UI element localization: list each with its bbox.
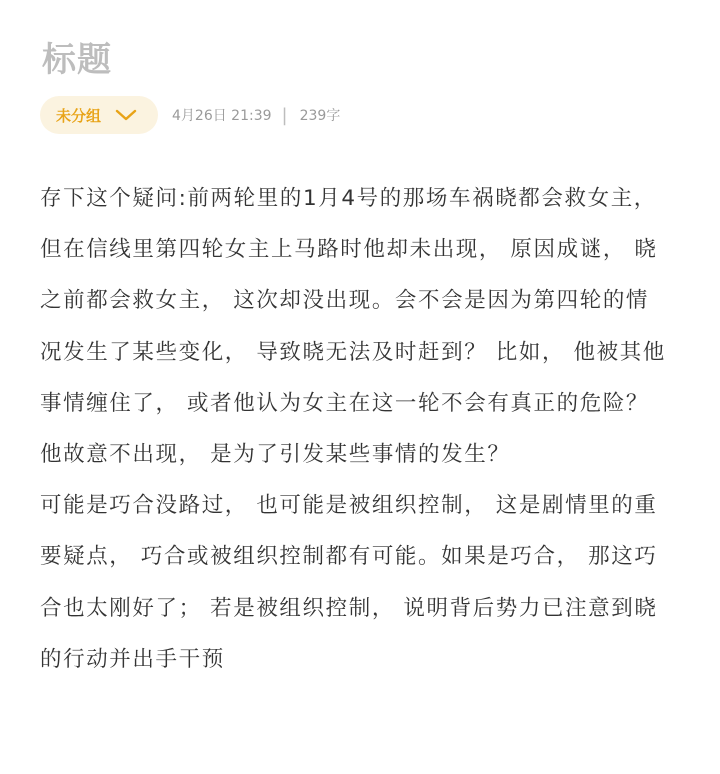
- meta-separator: |: [281, 104, 288, 126]
- body-paragraph[interactable]: 存下这个疑问:前两轮里的1月4号的那场车祸晓都会救女主， 但在信线里第四轮女主上马路时他却未出现， 原因成谜， 晓之前都会救女主， 这次却没出现。会不会是因为第四轮的情况发生了某些变化， 导致晓无法及时赶到？ 比如， 他被其他事情缠住了， 或者他认为女主在这一轮不会有真正的危险？ 他故意不出现， 是为了引发某些事情的发生？: [40, 186, 666, 468]
- note-body[interactable]: [40, 173, 670, 685]
- word-count: 239字: [299, 108, 341, 124]
- note-meta-bar: [40, 96, 340, 134]
- note-date: 4月26日 21:39: [172, 108, 272, 124]
- note-title[interactable]: 标题: [42, 40, 112, 80]
- chevron-down-icon: [115, 108, 137, 122]
- group-label: 未分组: [56, 106, 102, 125]
- group-selector-button[interactable]: [40, 96, 158, 134]
- body-paragraph[interactable]: 可能是巧合没路过， 也可能是被组织控制， 这是剧情里的重要疑点， 巧合或被组织控制都有可能。如果是巧合， 那这巧合也太刚好了； 若是被组织控制， 说明背后势力已注意到晓的行动并出手干预: [40, 493, 658, 672]
